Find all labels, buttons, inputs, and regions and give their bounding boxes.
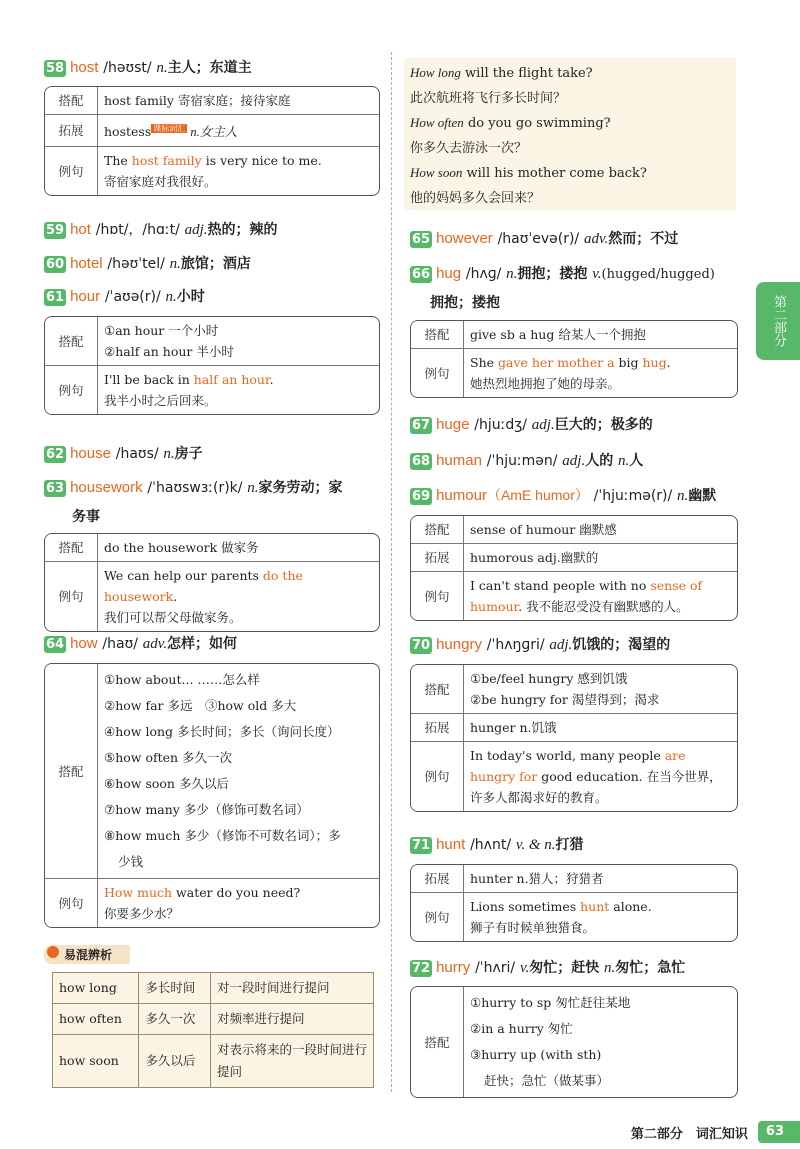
- meaning: 打猎: [555, 837, 584, 853]
- pronunciation: /haʊs/: [115, 446, 159, 462]
- entry-hurry: [410, 957, 685, 978]
- ex-translation: 你多久去游泳一次？: [410, 141, 528, 156]
- confusables-title: 易混辨析: [64, 948, 113, 962]
- entry-number: 68: [412, 454, 431, 469]
- humour-table: [410, 515, 738, 621]
- ex-pre: I can't stand people with no: [470, 578, 651, 593]
- part-of-speech: adj.: [562, 453, 586, 469]
- how-table: [44, 663, 380, 928]
- entry-number: 63: [46, 481, 65, 496]
- pronunciation: /hɒt/，/hɑːt/: [95, 222, 180, 238]
- ex-pre: Lions sometimes: [470, 899, 581, 914]
- headword: host: [70, 59, 99, 76]
- row-label: 例句: [45, 562, 98, 631]
- meaning: 拥抱；搂抱: [517, 266, 588, 282]
- collocation-list: [98, 664, 379, 879]
- extension-text: hunger n.饥饿: [464, 714, 737, 742]
- colloc-line: 赶快；急忙（做某事）: [484, 1073, 610, 1088]
- ex-highlight: sense of humour: [470, 578, 703, 614]
- meaning: 巨大的；极多的: [554, 417, 653, 433]
- ex-highlight: hunt: [580, 899, 610, 914]
- ex-post: water do you need?: [172, 885, 301, 900]
- pronunciation: /ˈhjuːmə(r)/: [593, 488, 673, 504]
- headword: however: [436, 230, 493, 247]
- part-of-speech: n.: [506, 266, 518, 282]
- colloc-line: ②be hungry for 渴望得到；渴求: [470, 692, 660, 707]
- row-label: 搭配: [45, 317, 98, 366]
- entry-number: 65: [412, 232, 431, 247]
- part-of-speech-2: n.: [618, 453, 630, 469]
- ex-translation: 我半小时之后回来。: [104, 393, 217, 408]
- ex-question-rest: will the flight take?: [460, 66, 593, 81]
- entry-hour: [44, 286, 205, 307]
- part-of-speech: v.: [519, 960, 530, 976]
- cmp-usage: 对表示将来的一段时间进行提问: [211, 1035, 374, 1088]
- entry-human: [410, 450, 643, 471]
- table-row: [53, 1004, 374, 1035]
- pronunciation: /ˈaʊə(r)/: [104, 289, 161, 305]
- host-table: [44, 86, 380, 196]
- headword-variant: （AmE humor）: [486, 487, 589, 503]
- entry-hunt: [410, 834, 584, 855]
- ex-post: . 我不能忍受没有幽默感的人。: [518, 599, 689, 614]
- entry-hungry: [410, 634, 670, 655]
- row-label: 例句: [411, 349, 464, 397]
- headword: humour: [436, 487, 487, 504]
- confusables-table: [52, 972, 374, 1088]
- meaning: 人的: [585, 453, 614, 469]
- ex-post: .: [269, 372, 274, 387]
- ex-translation: 此次航班将飞行多长时间？: [410, 91, 567, 106]
- meaning-continued: 务事: [72, 509, 100, 525]
- entry-hug: [410, 263, 715, 285]
- table-row: [53, 973, 374, 1004]
- cmp-meaning: 多久一次: [139, 1004, 211, 1035]
- ex-mid: big: [614, 355, 643, 370]
- meaning: 家务劳动；家: [258, 480, 343, 496]
- ex-pre: In today's world, many people: [470, 748, 665, 763]
- ex-highlight: gave her mother a: [498, 355, 615, 370]
- hour-table: [44, 316, 380, 415]
- row-label: 拓展: [45, 115, 98, 147]
- row-label: 拓展: [411, 714, 464, 742]
- part-of-speech: n.: [163, 446, 175, 462]
- part-of-speech: n.: [169, 256, 181, 272]
- headword: how: [70, 635, 98, 652]
- entry-number: 66: [412, 267, 431, 282]
- entry-humour: [410, 485, 716, 506]
- headword: hunt: [436, 836, 466, 853]
- colloc-line: ⑦how many 多少（修饰可数名词）: [104, 802, 309, 817]
- part-of-speech: adj.: [531, 417, 555, 433]
- entry-number: 61: [46, 290, 65, 305]
- ex-post: .: [666, 355, 671, 370]
- collocation-text: [464, 665, 737, 714]
- collocation-text: give sb a hug 给某人一个拥抱: [464, 321, 737, 349]
- row-label: 搭配: [45, 664, 98, 879]
- row-label: 搭配: [411, 987, 464, 1097]
- extension-text: [98, 115, 379, 147]
- example-text: [98, 879, 379, 927]
- ex-highlight: are hungry for: [470, 748, 686, 784]
- entry-number: 62: [46, 447, 65, 462]
- collocation-text: sense of humour 幽默感: [464, 516, 737, 544]
- entry-number: 64: [46, 637, 65, 652]
- example-text: [98, 147, 379, 195]
- headword: hurry: [436, 959, 471, 976]
- part-of-speech: n.: [247, 480, 259, 496]
- headword: house: [70, 445, 111, 462]
- ex-post: good education. 在当今世界，许多人都渴求好的教育。: [470, 769, 722, 805]
- entry-how: [44, 633, 237, 654]
- example-text: [464, 572, 737, 620]
- pronunciation: /ˈhjuːmən/: [486, 453, 558, 469]
- pronunciation: /hʌnt/: [470, 837, 512, 853]
- colloc-line: ⑧how much 多少（修饰不可数名词）；多: [104, 828, 341, 843]
- example-text: [98, 366, 379, 414]
- ex-question-rest: will his mother come back?: [462, 166, 647, 181]
- part-of-speech: v. & n.: [515, 837, 556, 853]
- meaning: 热的；辣的: [207, 222, 278, 238]
- part-of-speech: adv.: [142, 636, 168, 652]
- row-label: 搭配: [45, 87, 98, 115]
- headword: hour: [70, 288, 101, 305]
- ex-translation: 我们可以帮父母做家务。: [104, 610, 242, 625]
- row-label: 拓展: [411, 544, 464, 572]
- headword: housework: [70, 479, 143, 496]
- ex-question-word: How long: [410, 65, 461, 80]
- ex-translation: 他的妈妈多久会回来？: [410, 191, 541, 206]
- hunt-table: [410, 864, 738, 942]
- part-of-speech: n.: [677, 488, 689, 504]
- row-label: 搭配: [411, 321, 464, 349]
- ex-translation: 狮子有时候单独猎食。: [470, 920, 596, 935]
- colloc-line: ⑥how soon 多久以后: [104, 776, 229, 791]
- page-number: 63: [758, 1121, 800, 1143]
- confusables-heading: [44, 945, 130, 964]
- ex-highlight: hug: [642, 355, 667, 370]
- extension-text: humorous adj.幽默的: [464, 544, 737, 572]
- entry-host: [44, 57, 252, 78]
- part-of-speech-2: v.: [592, 266, 602, 282]
- meaning: 饥饿的；渴望的: [572, 637, 671, 653]
- meaning: 房子: [174, 446, 203, 462]
- ext-word: hostess: [104, 124, 152, 140]
- colloc-line: ①an hour 一个小时: [104, 323, 219, 338]
- cmp-phrase: how soon: [53, 1035, 139, 1088]
- syllabus-tag: 课标词汇: [153, 124, 186, 133]
- how-example: [410, 60, 593, 111]
- verb-forms: (hugged/hugged): [601, 267, 715, 282]
- ex-pre: The: [104, 153, 132, 169]
- row-label: 搭配: [411, 516, 464, 544]
- headword: human: [436, 452, 482, 469]
- collocation-text: host family 寄宿家庭；接待家庭: [98, 87, 379, 115]
- ex-highlight: half an hour: [193, 372, 270, 387]
- entry-hot: [44, 219, 278, 240]
- cmp-usage: 对一段时间进行提问: [211, 973, 374, 1004]
- entry-number: 58: [46, 61, 65, 76]
- meaning: 幽默: [688, 488, 717, 504]
- meaning: 怎样；如何: [167, 636, 238, 652]
- ex-translation: 她热烈地拥抱了她的母亲。: [470, 376, 621, 391]
- collocation-text: [464, 987, 737, 1097]
- example-text: [464, 742, 737, 811]
- colloc-line: ⑤how often 多久一次: [104, 750, 233, 765]
- cmp-phrase: how often: [53, 1004, 139, 1035]
- entry-hotel: [44, 253, 251, 274]
- entry-however: [410, 228, 678, 249]
- how-example: [410, 160, 647, 211]
- colloc-line: ③hurry up (with sth): [470, 1047, 602, 1062]
- ex-post: alone.: [609, 899, 652, 914]
- colloc-line: ②in a hurry 匆忙: [470, 1021, 573, 1036]
- column-divider: [391, 52, 392, 1092]
- colloc-line: ②half an hour 半小时: [104, 344, 234, 359]
- row-label: 例句: [45, 366, 98, 414]
- ex-pre: We can help our parents: [104, 568, 263, 583]
- page-footer: [631, 1121, 800, 1143]
- cmp-usage: 对频率进行提问: [211, 1004, 374, 1035]
- hurry-table: [410, 986, 738, 1098]
- part-of-speech: adj.: [549, 637, 573, 653]
- hungry-table: [410, 664, 738, 812]
- how-example: [410, 110, 611, 161]
- entry-number: 71: [412, 838, 431, 853]
- ex-highlight: do the housework: [104, 568, 303, 604]
- colloc-line: 少钱: [118, 854, 144, 869]
- example-text: [98, 562, 379, 631]
- ex-question-rest: do you go swimming?: [463, 116, 611, 131]
- entry-number: 70: [412, 638, 431, 653]
- meaning-2: 匆忙；急忙: [615, 960, 686, 976]
- cmp-meaning: 多久以后: [139, 1035, 211, 1088]
- ex-question-word: How often: [410, 115, 464, 130]
- magnifier-icon: [47, 946, 59, 958]
- hug-table: [410, 320, 738, 398]
- row-label: 例句: [411, 742, 464, 811]
- headword: huge: [436, 416, 470, 433]
- pronunciation: /haʊ/: [102, 636, 138, 652]
- entry-housework: [44, 477, 343, 498]
- colloc-line: ①hurry to sp 匆忙赶往某地: [470, 995, 631, 1010]
- entry-house: [44, 443, 203, 464]
- entry-number: 59: [46, 223, 65, 238]
- row-label: 搭配: [45, 534, 98, 562]
- meaning: 旅馆；酒店: [180, 256, 251, 272]
- housework-table: [44, 533, 380, 632]
- part-of-speech: adv.: [583, 231, 609, 247]
- row-label: 例句: [45, 879, 98, 927]
- meaning: 然而；不过: [608, 231, 679, 247]
- meaning: 匆忙；赶快: [529, 960, 600, 976]
- example-text: [464, 893, 737, 941]
- pronunciation: /ˈhaʊswɜː(r)k/: [147, 480, 243, 496]
- extension-text: hunter n.猎人；狩猎者: [464, 865, 737, 893]
- part-of-speech: adj.: [184, 222, 208, 238]
- meaning-2: 人: [629, 453, 644, 469]
- ext-rest: n.女主人: [187, 125, 238, 140]
- entry-number: 67: [412, 418, 431, 433]
- colloc-line: ①be/feel hungry 感到饥饿: [470, 671, 628, 686]
- ex-question-word: How soon: [410, 165, 463, 180]
- colloc-line: ①how about... ……怎么样: [104, 672, 260, 687]
- example-text: [464, 349, 737, 397]
- ex-highlight: host family: [131, 153, 202, 169]
- collocation-text: [98, 317, 379, 366]
- entry-number: 60: [46, 257, 65, 272]
- row-label: 例句: [411, 572, 464, 620]
- cmp-phrase: how long: [53, 973, 139, 1004]
- ex-pre: She: [470, 355, 498, 370]
- colloc-line: ④how long 多长时间；多长（询问长度）: [104, 724, 340, 739]
- headword: hug: [436, 265, 462, 282]
- part-of-speech: n.: [156, 60, 168, 76]
- cmp-meaning: 多长时间: [139, 973, 211, 1004]
- footer-section: 第二部分 词汇知识: [630, 1126, 748, 1142]
- ex-post: is very nice to me.: [201, 153, 322, 169]
- entry-huge: [410, 414, 653, 435]
- part-of-speech: n.: [165, 289, 177, 305]
- ex-pre: I'll be back in: [104, 372, 194, 387]
- ex-post: .: [173, 589, 178, 604]
- meaning: 小时: [176, 289, 205, 305]
- headword: hot: [70, 221, 91, 238]
- entry-number: 72: [412, 961, 431, 976]
- pronunciation: /hʌɡ/: [465, 266, 502, 282]
- headword: hungry: [436, 636, 482, 653]
- row-label: 搭配: [411, 665, 464, 714]
- pronunciation: /ˈhʌri/: [475, 960, 516, 976]
- pronunciation: /ˈhʌŋɡri/: [486, 637, 545, 653]
- meaning-continued: 拥抱；搂抱: [430, 295, 500, 311]
- collocation-text: do the housework 做家务: [98, 534, 379, 562]
- row-label: 拓展: [411, 865, 464, 893]
- ex-highlight: How much: [104, 885, 173, 900]
- section-side-tab: 第二部分: [756, 282, 800, 360]
- table-row: [53, 1035, 374, 1088]
- headword: hotel: [70, 255, 103, 272]
- pronunciation: /həʊˈtel/: [107, 256, 165, 272]
- pronunciation: /həʊst/: [103, 60, 152, 76]
- colloc-line: ②how far 多远 ③how old 多大: [104, 698, 297, 713]
- pronunciation: /hjuːdʒ/: [474, 417, 528, 433]
- part-of-speech-2: n.: [604, 960, 616, 976]
- row-label: 例句: [45, 147, 98, 195]
- ex-translation: 你要多少水？: [104, 906, 180, 921]
- row-label: 例句: [411, 893, 464, 941]
- meaning: 主人；东道主: [167, 60, 252, 76]
- pronunciation: /haʊˈevə(r)/: [497, 231, 580, 247]
- ex-translation: 寄宿家庭对我很好。: [104, 174, 217, 190]
- entry-number: 69: [412, 489, 431, 504]
